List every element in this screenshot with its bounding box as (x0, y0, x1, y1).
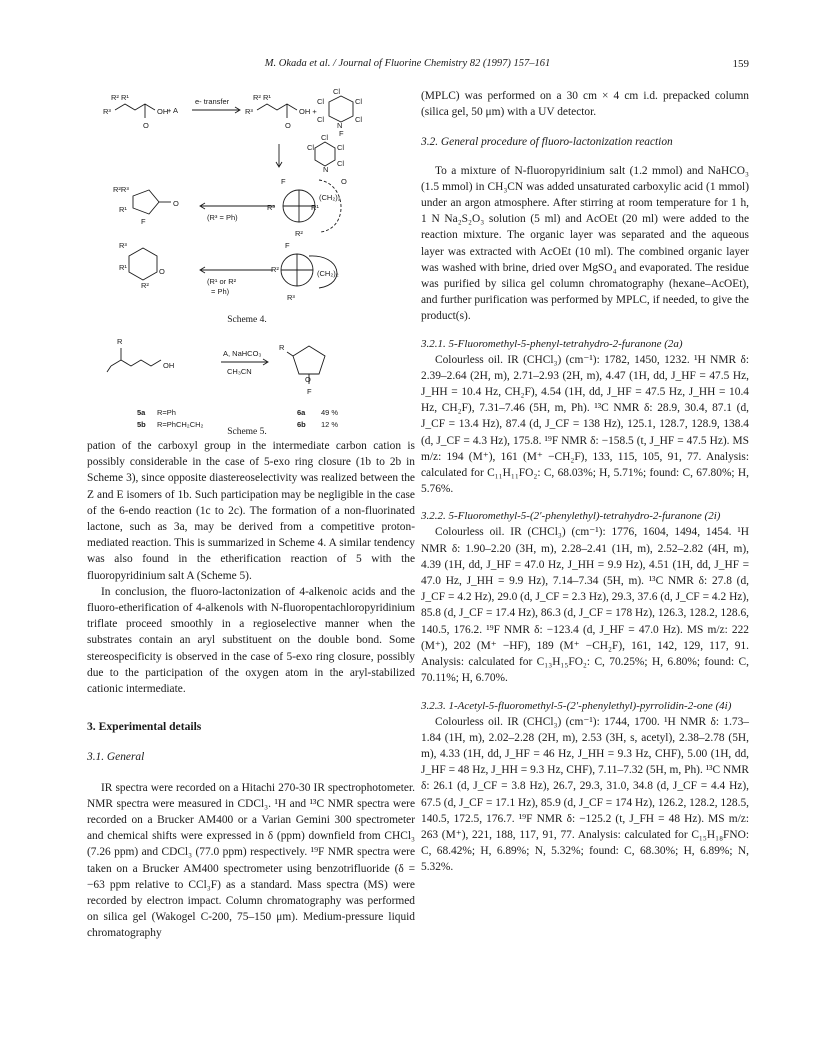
svg-text:O: O (305, 375, 311, 384)
scheme-5 (97, 332, 397, 437)
scheme-4-drawing (97, 88, 407, 326)
svg-text:OH: OH (163, 361, 175, 370)
subsection-heading: 3.1. General (87, 751, 145, 764)
svg-text:R²: R² (271, 265, 279, 274)
svg-text:R²R³: R²R³ (113, 185, 129, 194)
scheme-5-caption: Scheme 5. (227, 427, 267, 437)
svg-text:(R¹ or R²: (R¹ or R² (207, 277, 237, 286)
svg-text:(CH₂)₂: (CH₂)₂ (317, 269, 339, 278)
section-heading: 3. Experimental details (87, 720, 202, 734)
svg-text:R³: R³ (119, 241, 127, 250)
sm-label: 5b (137, 420, 146, 430)
svg-text:O: O (173, 199, 179, 208)
compound-data: Colourless oil. IR (CHCl₃) (cm⁻¹): 1782, 1450, 1232. ¹H NMR δ: 2.39–2.64 (2H, m), 2.71–2.93 (2H, m), 4.47 (1H, dd, J_HF = 47.5 Hz, J_HH = 10.4 Hz, CH₂F), 4.54 (1H, dd, J_HF = 47.5 Hz, J_HH = 10.4 Hz, CH₂F), 7.31–7.46 (5H, m, Ph). ¹³C NMR δ: 28.9, 30.4, 87.1 (d, J_CF = 13.4 Hz), 87.4 (d, J_CF = 138 Hz), 125.1, 128.7, 128.9, 138.4 (d, J_CF = 4.3 Hz), 175.8. ¹⁹F NMR δ: −158.5 (t, J_HF = 47.5 Hz). MS m/z: 194 (M⁺), 161 (M⁺ −CH₂F), 133, 115, 105, 91, 77. Analysis: calculated for C₁₁H₁₁FO₂: C, 68.03%; H, 5.71%; found: C, 67.80%; H, 5.76%. (421, 353, 749, 496)
svg-text:O: O (159, 267, 165, 276)
svg-text:A, NaHCO₃: A, NaHCO₃ (223, 349, 262, 358)
svg-text:F: F (307, 387, 312, 396)
svg-text:OH: OH (157, 107, 169, 116)
compound-heading: 3.2.3. 1-Acetyl-5-fluoromethyl-5-(2′-phenylethyl)-pyrrolidin-2-one (4i) (421, 699, 732, 712)
body-paragraph: In conclusion, the fluoro-lactonization of 4-alkenoic acids and the fluoro-etherification of 4-alkenols with N-fluoropentachloropyridinium triflate proceed smoothly in a regioselective manner when the substrates contain an aryl substituent on the double bond. Some stereospecificity is observed in the case of 5-exo ring closure, possibly due to the participation of the oxygen atom in the aryl-stabilized cationic intermediate. (87, 585, 415, 696)
svg-text:= Ph): = Ph) (211, 287, 230, 296)
svg-text:Cl: Cl (317, 97, 325, 106)
svg-text:Cl: Cl (355, 97, 363, 106)
svg-text:R¹: R¹ (311, 203, 319, 212)
svg-text:O: O (341, 177, 347, 186)
svg-text:+ A: + A (167, 106, 179, 115)
left-column (87, 88, 415, 942)
svg-text:R³: R³ (245, 107, 253, 116)
prod-label: 6a (297, 408, 306, 418)
svg-text:N: N (323, 165, 329, 174)
svg-text:Cl: Cl (317, 115, 325, 124)
page-number: 159 (732, 58, 749, 70)
svg-text:CH₃CN: CH₃CN (227, 367, 252, 376)
svg-text:Cl: Cl (337, 159, 345, 168)
r-label: R=PhCH₂CH₂ (157, 420, 204, 430)
r-label: R=Ph (157, 408, 176, 418)
svg-text:R² R¹: R² R¹ (253, 93, 271, 102)
svg-text:O: O (285, 121, 291, 130)
svg-text:Cl: Cl (321, 133, 329, 142)
svg-text:N: N (337, 121, 343, 130)
svg-text:F: F (281, 177, 286, 186)
compound-data: Colourless oil. IR (CHCl₃) (cm⁻¹): 1744, 1700. ¹H NMR δ: 1.73–1.84 (1H, m), 2.02–2.28 (2H, m), 2.53 (3H, s, acetyl), 2.38–2.78 (5H, m), 4.33 (1H, dd, J_HF = 46 Hz, J_HH = 9.3 Hz, CHF), 5.00 (1H, dd, J_HF = 48 Hz, J_HH = 9.3 Hz, CHF), 7.11–7.32 (5H, m, Ph). ¹³C NMR δ: 26.1 (d, J_CF = 3.8 Hz), 26.7, 29.3, 31.0, 34.8 (d, J_CF = 4.4 Hz), 67.5 (d, J_CF = 17.1 Hz), 85.9 (d, J_CF = 174 Hz), 126.2, 128.2, 128.5, 140.5, 172.5, 176.7. ¹⁹F NMR δ: −125.2 (t, J_FH = 48 Hz). MS m/z: 263 (M⁺), 221, 188, 117, 91, 77. Analysis: calculated for C₁₅H₁₈FNO: C, 68.42%; H, 6.89%; N, 5.32%; found: C, 68.30%; H, 6.89%; N, 5.32%. (421, 715, 749, 874)
svg-text:R: R (279, 343, 285, 352)
svg-text:F: F (285, 241, 290, 250)
svg-text:R³: R³ (267, 203, 275, 212)
svg-text:R²: R² (141, 281, 149, 290)
svg-text:F: F (141, 217, 146, 226)
scheme-5-row (97, 407, 397, 419)
scheme-4-caption: Scheme 4. (227, 315, 267, 325)
svg-text:OH +: OH + (299, 107, 317, 116)
svg-text:R³: R³ (103, 107, 111, 116)
scheme-4 (97, 88, 397, 326)
svg-text:Cl: Cl (333, 88, 341, 96)
compound-heading: 3.2.1. 5-Fluoromethyl-5-phenyl-tetrahydro-2-furanone (2a) (421, 337, 683, 350)
svg-text:R³: R³ (287, 293, 295, 302)
svg-text:R: R (117, 337, 123, 346)
body-paragraph: (MPLC) was performed on a 30 cm × 4 cm i.d. prepacked column (silica gel, 50 μm) with a UV detector. (421, 90, 749, 119)
prod-label: 6b (297, 420, 306, 430)
body-paragraph: pation of the carboxyl group in the intermediate carbon cation is possibly considerable in the case of 5-exo ring closure (1b to 2b in Scheme 3), since opposite diastereoselectivity was realized between the Z and E isomers of 1b. Such participation may be negligible in the case of the 6-endo reaction (1c to 2c). The formation of a non-fluorinated lactone, such as 3a, may be derived from a competitive proton-mediated reaction. This is summarized in Scheme 4. A similar tendency was also found in the etherification reaction of 5 with the fluoropyridinium salt A (Scheme 5). (87, 440, 415, 582)
svg-text:(CH₂)₂: (CH₂)₂ (319, 193, 341, 202)
sm-label: 5a (137, 408, 146, 418)
svg-text:e- transfer: e- transfer (195, 97, 230, 106)
svg-text:R²: R² (295, 229, 303, 238)
right-column (421, 88, 749, 876)
scheme-5-drawing (97, 332, 407, 402)
svg-text:R¹: R¹ (119, 263, 127, 272)
page-header (0, 58, 815, 74)
svg-text:R¹: R¹ (119, 205, 127, 214)
compound-data: Colourless oil. IR (CHCl₃) (cm⁻¹): 1776, 1604, 1494, 1454. ¹H NMR δ: 1.90–2.20 (3H, m), 2.28–2.41 (1H, m), 2.52–2.82 (4H, m), 4.39 (1H, dd, J_HF = 47.0 Hz, J_HH = 9.9 Hz), 4.51 (1H, dd, J_HF = 47.0 Hz, J_HH = 9.9 Hz), 7.14–7.34 (5H, m). ¹³C NMR δ: 27.8 (d, J_CF = 4.2 Hz), 29.0 (d, J_CF = 2.3 Hz), 29.3, 37.6 (d, J_CF = 4.2 Hz), 85.8 (d, J_CF = 17.4 Hz), 86.3 (d, J_CF = 178 Hz), 126.3, 128.2, 128.6, 140.5, 176.2. ¹⁹F NMR δ: −123.4 (d, J_HF = 47.0 Hz). MS m/z: 222 (M⁺), 202 (M⁺ −HF), 189 (M⁺ −CH₂F), 161, 142, 129, 117, 91. Analysis: calculated for C₁₃H₁₅FO₂: C, 70.25%; H, 6.80%; found: C, 70.11%; H, 6.70%. (421, 526, 749, 685)
svg-text:F: F (339, 129, 344, 138)
body-paragraph: To a mixture of N-fluoropyridinium salt (1.2 mmol) and NaHCO₃ (1.5 mmol) in CH₃CN was added unsaturated carboxylic acid (1 mmol) under an argon atmosphere. After stirring at room temperature for 1 h, 1 N Na₂S₂O₃ solution (5 ml) and AcOEt (20 ml) were added to the reaction mixture. The organic layer was separated and the aqueous layer was extracted with AcOEt (10 ml). The combined organic layer was washed with brine, dried over MgSO₄ and evaporated. The residue was purified by silica gel column chromatography (hexane–AcOEt), and further purification was performed by MPLC, if needed, to give the product(s). (421, 164, 749, 323)
svg-text:O: O (143, 121, 149, 130)
compound-heading: 3.2.2. 5-Fluoromethyl-5-(2′-phenylethyl)-tetrahydro-2-furanone (2i) (421, 510, 721, 523)
svg-text:(R³ = Ph): (R³ = Ph) (207, 213, 238, 222)
svg-text:Cl: Cl (355, 115, 363, 124)
yield-label: 12 % (321, 420, 339, 430)
yield-label: 49 % (321, 408, 339, 418)
body-paragraph: IR spectra were recorded on a Hitachi 270-30 IR spectrophotometer. NMR spectra were measured in CDCl₃. ¹H and ¹³C NMR spectra were recorded on a Brucker AM400 or a Varian Gemini 300 spectrometer and chemical shifts were expressed in δ (ppm) downfield from CHCl₃ (7.26 ppm) and CDCl₃ (77.0 ppm) respectively. ¹⁹F NMR spectra were taken on a Brucker AM400 spectrometer using benzotrifluoride (δ = −63 ppm relative to CCl₃F) as a standard. Mass spectra (MS) were recorded by electron impact. Column chromatography was performed on silica gel (Wakogel C-200, 75–150 μm). Medium-pressure liquid chromatography (87, 781, 415, 940)
subsection-heading: 3.2. General procedure of fluoro-lactonization reaction (421, 136, 673, 149)
svg-text:Cl: Cl (307, 143, 315, 152)
running-head: M. Okada et al. / Journal of Fluorine Chemistry 82 (1997) 157–161 (264, 58, 551, 69)
svg-text:R² R¹: R² R¹ (111, 93, 129, 102)
svg-text:Cl: Cl (337, 143, 345, 152)
